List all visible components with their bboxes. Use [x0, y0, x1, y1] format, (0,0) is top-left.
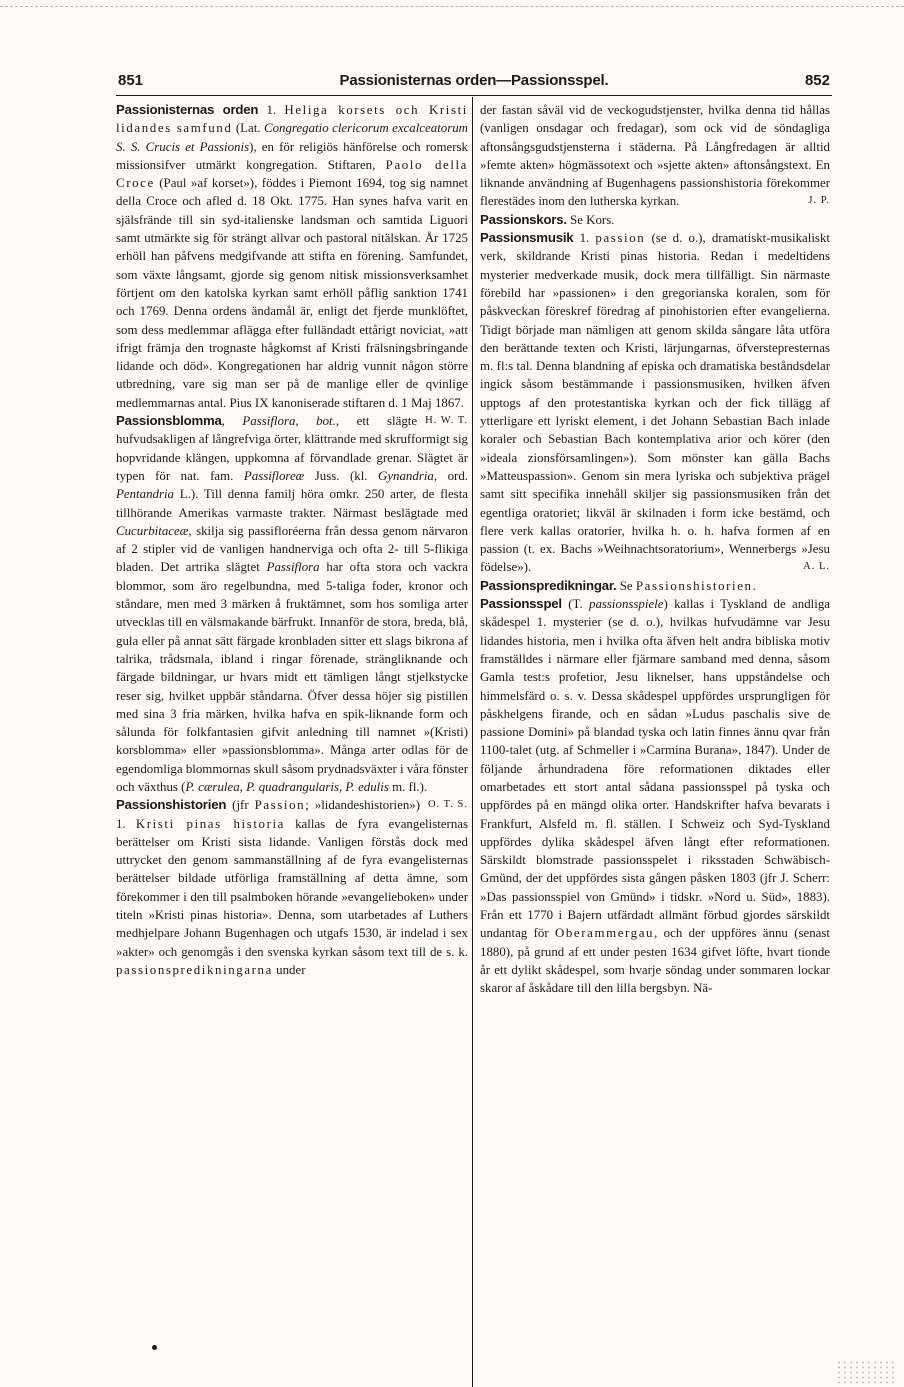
- headword: Passionsmusik: [480, 230, 574, 246]
- header-rule: [116, 95, 832, 96]
- entry-passionsspel: Passionsspel (T. passionsspiele) kallas i Tyskland de andliga skådespel 1. mysterier (se d. o.), hvilkas hufvudämne var Jesu lidandes historia, men i hvilka ofta äfven helt andra bibliska motiv framställdes i närmare eller fjärmare samband med denna, såsom Gamla test:s profetior, Jesu liknelser, hans uppståndelse och himmelsfärd o. s. v. Dessa skådespel uppfördes ursprungligen för påskhelgens firande, och en sådan »Ludus paschalis sive de passione Domini» på blandad tyska och latin finnes ännu qvar från 1100-talet (utg. af Schmeller i »Carmina Burana», 1847). Under de följande århundradena före reformationen diktades eller omarbetades ett stort antal sådana passionsspel på tyska och uppfördes på en mängd olika orter. Handskrifter hafva bevarats i Frankfurt, Alsfeld m. fl. ställen. I Schweiz och Syd-Tyskland uppfördes dylika skådespel äfven långt efter reformationen. Särskildt blomstrade passionsspelet i riksstaden Schwäbisch-Gmünd, der det uppfördes sista gången påsken 1803 (jfr J. Scherr: »Das passionsspiel von Gmünd» i tidskr. »Nord u. Süd», 1883). Från ett 1770 i Bajern utfärdadt allmänt förbud gjordes särskildt undantag för Oberammergau, och der uppföres ännu (senast 1880), på grund af ett under pesten 1634 gifvet löfte, hvart tionde år ett dylikt skådespel, som hvarje söndag under sommaren lockar skaror af åskådare till den lilla bergsbyn. Nä-: [480, 596, 830, 996]
- left-column: [116, 101, 468, 979]
- column-divider: [472, 97, 473, 1387]
- author-signature: J. P.: [808, 195, 830, 207]
- headword: Passionspredikningar.: [480, 577, 617, 593]
- headword: Passionisternas orden: [116, 102, 259, 117]
- headword: Passionskors.: [480, 211, 567, 227]
- entry-passionspredikningar: Passionspredikningar. Se Passionshistorien.: [480, 577, 756, 593]
- entry-passionshistorien-continued: der fastan såväl vid de veckogudstjenster, hvilka denna tid hållas (vanligen onsdagar och fredagar), som ock vid de söndagliga aftonsångsgudstjensterna i städerna. På Långfredagen är alltid »femte akten» högmässotext och »sjette akten» aftonsångstext. En liknande användning af Bugenhagens passionshistoria förekommer flerestädes inom den lutherska kyrkan. J. P.: [480, 101, 830, 211]
- headword: Passionshistorien: [116, 797, 227, 813]
- running-header: [118, 72, 830, 94]
- entry-passionshistorien: Passionshistorien (jfr Passion; »lidandeshistorien») 1. Kristi pinas historia kallas de fyra evangelisternas berättelser om Kristi sista lidande. Vanligen förstås dock med uttrycket den genom sammanställning af de fyra evangelisternas berättelser bildade utförliga framställning af detta ämne, som förekommer i den till psalmboken hörande »evangelieboken» under titeln »Kristi pinas historia». Denna, som utarbetades af Luthers medhjelpare Johann Bugenhagen och utgafs 1530, är indelad i sex »akter» och genomgås i den svenska kyrkan såsom text till de s. k. passionspredikningarna under: [116, 797, 469, 977]
- headword: Passionsblomma: [116, 413, 222, 429]
- author-signature: A. L.: [803, 561, 830, 573]
- running-title: Passionisternas orden—Passionsspel.: [339, 72, 609, 89]
- right-column: [480, 101, 830, 998]
- page-number-left: 851: [118, 72, 144, 89]
- page-number-right: 852: [804, 72, 830, 89]
- headword: Passionsspel: [480, 596, 562, 612]
- entry-passionskors: Passionskors. Se Kors.: [480, 211, 615, 227]
- author-signature: H. W. T.: [425, 415, 468, 427]
- paper-specks: [836, 1360, 896, 1384]
- entry-passionsmusik: Passionsmusik 1. passion (se d. o.), dramatiskt-musikaliskt verk, skildrande Kristi pinas historia. Redan i medeltidens mysterier medverkade musik, dock mera tillfälligt. Sin närmaste förebild har »passionen» i den gregorianska koralen, som för påskveckan föreskref föredrag af pinohistorien efter evangelierna. Tidigt började man nämligen att genom skilda sångare låta utföra den berättande texten och Kristi, lärjungarnas, öfverstepresternas m. fl:s tal. Denna blandning af episka och dramatiska beståndsdelar ingick såsom bestämmande i passionsmusiken, hvilken äfven upptogs af den protestantiska kyrkan och der fick tillägg af ytterligare ett lyriskt element, i det Johann Sebastian Bach inlade koraler och Sebastian Bach kontemplativa arior och körer (den »ideala zionsförsamlingen»). Som mönster kan gälla Bachs »Matteuspassion». Genom sin mera lyriska och subjektiva prägel samt sitt specifika innehåll skiljer sig passionsmusiken från det egentliga oratoriet; likväl är skilnaden i form icke bestämd, och flere verk kallas oratorier, hvilka h. o. h. hafva formen af en passion (t. ex. Bachs »Weihnachtsoratorium», Wennerbergs »Jesu födelse»). A. L.: [480, 229, 830, 577]
- author-signature: O. T. S.: [428, 799, 468, 811]
- entry-passionisternas-orden: Passionisternas orden 1. Heliga korsets och Kristi lidandes samfund (Lat. Congregatio clericorum excalceatorum S. S. Crucis et Passionis), en för religiös hänförelse och romersk missionsifver utmärkt kongregation. Stiftaren, Paolo della Croce (Paul »af korset»), föddes i Piemont 1694, tog sig namnet della Croce och afled d. 18 Okt. 1775. Han synes hafva varit en själsfrände till sin syd-italienske landsman och samtida Liguori samt utmärkte sig för strängt allvar och pastoral nitälskan. År 1725 erhöll han påfvens medgifvande att stifta en förening. Samfundet, som växte långsamt, gjorde sig genom nitisk missionsverksamhet förtjent om den katolska kyrkan samt erhöll påflig sanktion 1741 och 1769. Denna ordens ändamål är, enligt det fjerde munklöftet, som dess medlemmar aflägga efter fulländadt ettårigt noviciat, »att ifrigt främja den trognaste hågkomst af Kristi frälsningsbringande lidande och död». Kongregationen har aldrig vunnit någon större utbredning, vare sig man ser på de manlige eller de qvinlige medlemmarnas antal. Pius IX kanoniserade stiftaren d. 1 Maj 1867. H. W. T.: [116, 101, 468, 412]
- entry-passionsblomma: Passionsblomma, Passiflora, bot., ett slägte hufvudsakligen af långrefviga örter, klättrande med skrufformigt sig hopvridande klängen, uppkomna af förvandlade grenar. Slägtet är typen för nat. fam. Passifloreæ Juss. (kl. Gynandria, ord. Pentandria L.). Till denna familj höra omkr. 250 arter, de flesta tillhörande Amerikas varmaste trakter. Närmast beslägtade med Cucurbitaceæ, skilja sig passifloréerna från dessa genom närvaron af 2 stipler vid de vanligen handnerviga och ofta 2- till 5-flikiga bladen. Det artrika slägtet Passiflora har ofta stora och vackra blommor, som äro regelbundna, med 5-taliga foder, kronor och ståndare, men med 3 märken å fruktämnet, som hos somliga arter utvecklas till en välsmakande bärfrukt. Innanför de stora, breda, blå, gula eller på annat sätt färgade kronbladen sitter ett slags bikrona af talrika, trådsmala, ibland i ringar förenade, strängliknande och färgade bildningar, ur hvars midt ett tämligen långt stjelkstycke reser sig, hvilket uppbär ståndarna. Öfver dessa höjer sig pistillen med sina 3 fria märken, hvilka hafva en spik-liknande form och sålunda för folkfantasien gifvit anledning till namnet »(Kristi) korsblomma» eller »passionsblomma». Många arter odlas för de egendomliga blommornas skull såsom prydnadsväxter i våra fönster och växthus (P. cærulea, P. quadrangularis, P. edulis m. fl.). O. T. S.: [116, 412, 468, 796]
- ink-dot: [152, 1345, 157, 1350]
- page-top-edge: [0, 6, 904, 7]
